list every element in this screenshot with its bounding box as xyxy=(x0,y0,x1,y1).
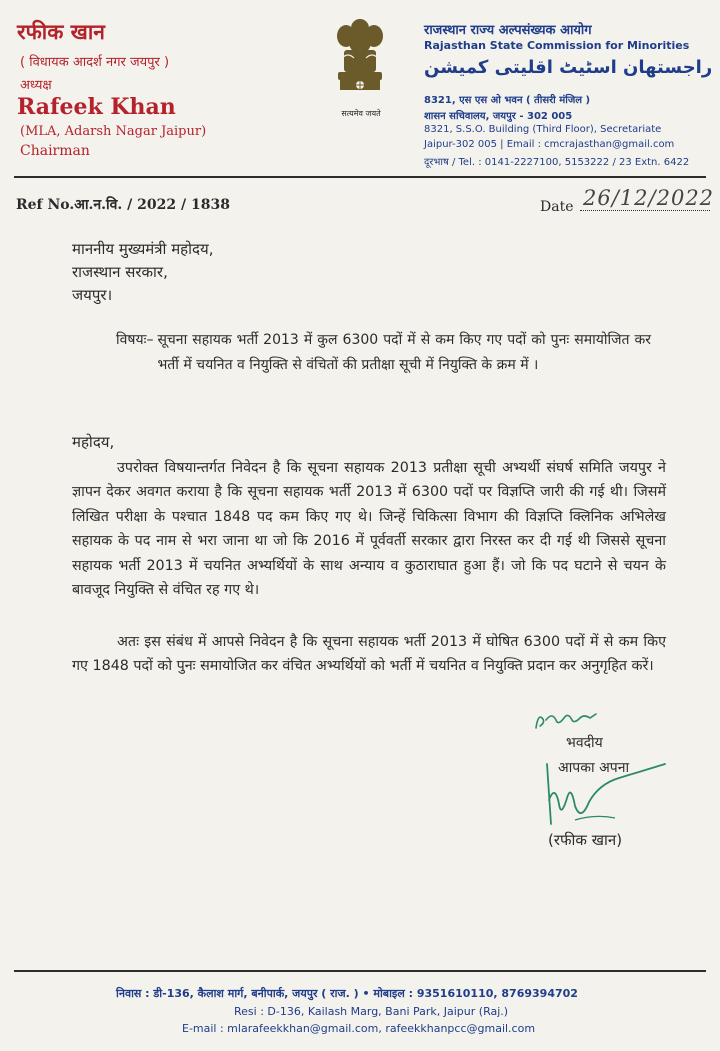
date-dotted-line xyxy=(580,210,710,212)
body-paragraph-2-text: अतः इस संबंध में आपसे निवेदन है कि सूचना सहायक भर्ती 2013 में घोषित 6300 पदों में से कम किए गए 1848 पदों को पुनः समायोजित कर वंचित अभ्यर्थियों को भर्ती में चयनित व नियुक्ति प्रदान कर अनुगृहित करें। xyxy=(72,634,666,675)
recipient-line-1: माननीय मुख्यमंत्री महोदय, xyxy=(72,240,214,258)
emblem-motto: सत्यमेव जयते xyxy=(341,109,381,118)
signatory-name: (रफीक खान) xyxy=(548,831,623,849)
body-paragraph-1-text: उपरोक्त विषयान्तर्गत निवेदन है कि सूचना सहायक 2013 प्रतीक्षा सूची अभ्यर्थी संघर्ष समिति जयपुर ने ज्ञापन देकर अवगत कराया है कि सूचना सहायक भर्ती 2013 में 6300 पदों पर विज्ञप्ति जारी की गई थी। जिसमें लिखित परीक्षा के पश्चात 1848 पद कम किए गए थे। जिन्हें चिकित्सा विभाग की विज्ञप्ति क्लिनिक अभिलेख सहायक के पद नाम से भरा जाना था जो कि 2016 में पूर्ववर्ती सरकार द्वारा निरस्त कर दी गई थी जिससे सूचना सहायक भर्ती 2013 में चयनित अभ्यर्थियों के साथ अन्याय व कुठाराघात हुआ हैं। जो कि पद घटाने से चयन के बावजूद नियुक्ति से वंचित रह गए थे। xyxy=(72,460,666,599)
subject-text: सूचना सहायक भर्ती 2013 में कुल 6300 पदों में से कम किए गए पदों को पुनः समायोजित कर भर्ती में चयनित व नियुक्ति से वंचितों की प्रतीक्षा सूची में नियुक्ति के क्रम में । xyxy=(157,332,651,373)
subject-label: विषयः– xyxy=(116,332,154,348)
reference-number: Ref No.आ.न.वि. / 2022 / 1838 xyxy=(16,197,230,213)
footer-email: E-mail : mlarafeekkhan@gmail.com, rafeekkhanpcc@gmail.com xyxy=(182,1022,536,1035)
address-english-line-1: 8321, S.S.O. Building (Third Floor), Secretariate xyxy=(424,124,662,135)
letterhead-name-hindi: रफीक खान xyxy=(17,20,105,44)
state-emblem-icon xyxy=(330,14,390,106)
salutation: महोदय, xyxy=(72,433,115,451)
closing-yours-faithfully: भवदीय xyxy=(566,735,603,751)
commission-name-english: Rajasthan State Commission for Minorities xyxy=(424,39,690,52)
address-hindi-line-1: 8321, एस एस ओ भवन ( तीसरी मंजिल ) xyxy=(424,95,591,106)
letterhead-role-hindi: अध्यक्ष xyxy=(20,78,52,93)
letterhead-role-english: Chairman xyxy=(20,143,90,159)
letterhead-designation-english: (MLA, Adarsh Nagar Jaipur) xyxy=(20,124,207,139)
date-value: 26/12/2022 xyxy=(583,186,715,210)
recipient-line-2: राजस्थान सरकार, xyxy=(72,263,168,281)
date-label: Date xyxy=(540,199,574,215)
closing-yours-own: आपका अपना xyxy=(558,760,630,776)
letterhead-designation-hindi: ( विधायक आदर्श नगर जयपुर ) xyxy=(20,55,170,70)
body-paragraph-2 xyxy=(72,630,666,679)
handwritten-initial-mark xyxy=(532,702,602,734)
footer-divider xyxy=(14,970,706,972)
handwritten-signature xyxy=(535,760,675,840)
body-paragraph-1 xyxy=(72,456,666,602)
address-english-line-2: Jaipur-302 005 | Email : cmcrajasthan@gmail.com xyxy=(424,139,675,150)
commission-name-urdu: راجستھان اسٹیٹ اقلیتی کمیشن xyxy=(424,57,713,78)
commission-name-hindi: राजस्थान राज्य अल्पसंख्यक आयोग xyxy=(424,23,592,38)
header-divider xyxy=(14,176,706,178)
footer-residence-hindi: निवास : डी-136, कैलाश मार्ग, बनीपार्क, जयपुर ( राज. ) • मोबाइल : 9351610110, 8769394702 xyxy=(116,987,578,1000)
recipient-line-3: जयपुर। xyxy=(72,286,113,304)
phone-line: दूरभाष / Tel. : 0141-2227100, 5153222 / 23 Extn. 6422 xyxy=(424,157,690,168)
address-hindi-line-2: शासन सचिवालय, जयपुर - 302 005 xyxy=(424,111,573,122)
footer-residence-english: Resi : D-136, Kailash Marg, Bani Park, Jaipur (Raj.) xyxy=(234,1005,509,1018)
subject-block xyxy=(116,328,651,378)
letterhead-name-english: Rafeek Khan xyxy=(17,94,176,120)
